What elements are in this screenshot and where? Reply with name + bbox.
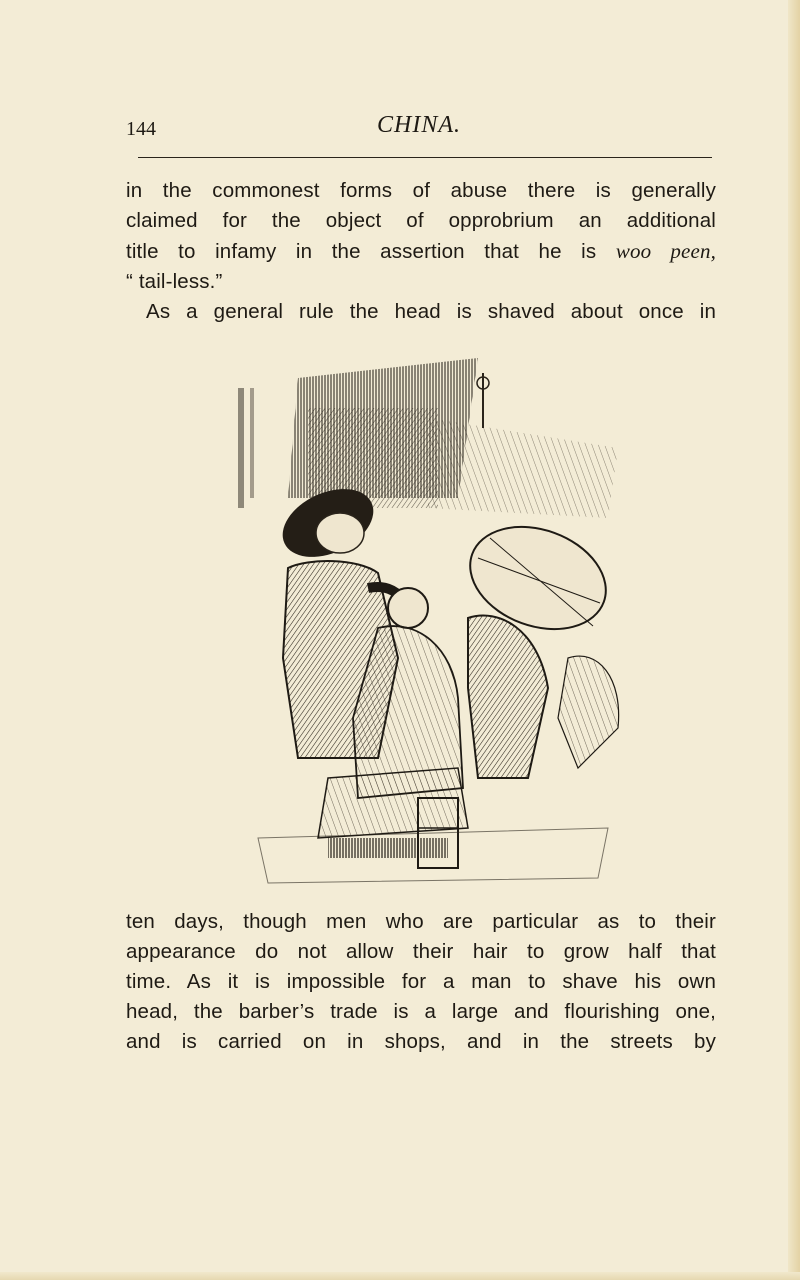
barber-illustration bbox=[228, 358, 638, 890]
body-text-bottom bbox=[126, 907, 716, 1057]
text-line: ten days, though men who are particular as to their bbox=[126, 910, 716, 933]
text-line: time. As it is impossible for a man to shave his own bbox=[126, 970, 716, 993]
body-text-top bbox=[126, 176, 716, 327]
text-line: head, the barber’s trade is a large and flourishing one, bbox=[126, 1000, 716, 1023]
text-line: claimed for the object of opprobrium an additional bbox=[126, 209, 716, 232]
text-line: in the commonest forms of abuse there is generally bbox=[126, 179, 716, 202]
shop-interior bbox=[238, 358, 618, 518]
paragraph-first-line: As a general rule the head is shaved about once in bbox=[146, 300, 716, 323]
header-rule bbox=[138, 157, 712, 158]
text-fragment: title to infamy in the assertion that he is bbox=[126, 240, 616, 263]
text-line: “ tail-less.” bbox=[126, 270, 223, 293]
running-head bbox=[126, 112, 712, 152]
text-line: and is carried on in shops, and in the streets by bbox=[126, 1030, 716, 1053]
text-line bbox=[126, 236, 716, 267]
page-edge bbox=[788, 0, 800, 1280]
text-line: appearance do not allow their hair to grow half that bbox=[126, 940, 716, 963]
page-number: 144 bbox=[126, 118, 156, 140]
running-title: CHINA. bbox=[377, 112, 461, 138]
page-bottom-edge bbox=[0, 1272, 800, 1280]
bystander-figure bbox=[456, 509, 620, 778]
italic-term: woo peen, bbox=[615, 239, 717, 263]
